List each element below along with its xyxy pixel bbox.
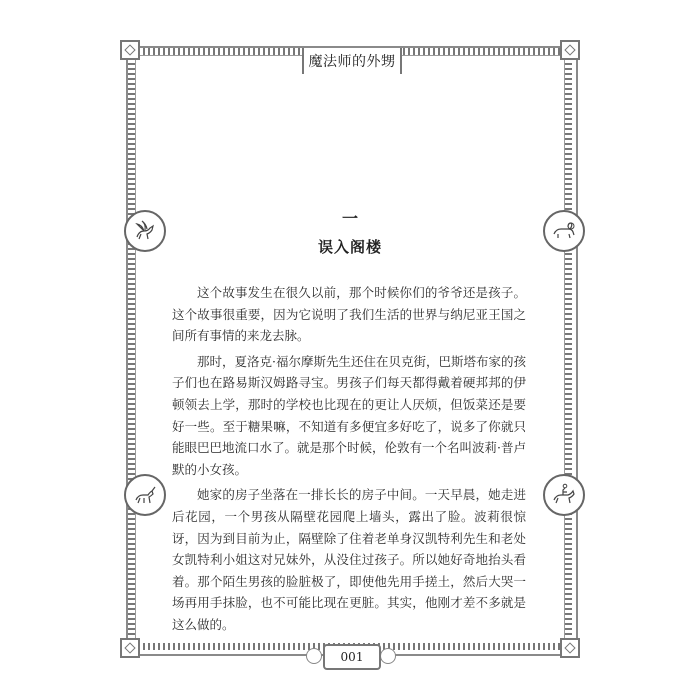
paragraph: 那时，夏洛克·福尔摩斯先生还住在贝克街，巴斯塔布家的孩子们也在路易斯汉姆路寻宝。男孩子们每天都得戴着硬邦邦的伊顿领去上学，那时的学校也比现在的更让人厌烦，但饭菜还是要好一些。至于糖果嘛，不知道有多便宜多好吃了，说多了你就只能眼巴巴地流口水了。就是那个时候，伦敦有一个名叫波莉·普卢默的小女孩。 bbox=[172, 353, 526, 477]
page-number-ornament-left bbox=[306, 648, 322, 664]
chapter-body bbox=[172, 282, 526, 640]
corner-ornament-top-left bbox=[120, 40, 140, 60]
paragraph: 这个故事发生在很久以前，那个时候你们的爷爷还是孩子。这个故事很重要，因为它说明了我们生活的世界与纳尼亚王国之间所有事情的来龙去脉。 bbox=[172, 285, 526, 344]
corner-ornament-bottom-left bbox=[120, 638, 140, 658]
page-number-box bbox=[323, 644, 381, 670]
right-border-rail bbox=[565, 48, 572, 650]
corner-ornament-bottom-right bbox=[560, 638, 580, 658]
paragraph: 她家的房子坐落在一排长长的房子中间。一天早晨，她走进后花园，一个男孩从隔壁花园爬上墙头，露出了脸。波莉很惊讶，因为到目前为止，隔壁除了住着老单身汉凯特利先生和老处女凯特利小姐这对兄妹外，从没住过孩子。所以她好奇地抬头看着。那个陌生男孩的脸脏极了，即使他先用手搓土，然后大哭一场再用手抹脸，也不可能比现在更脏。其实，他刚才差不多就是这么做的。 bbox=[172, 487, 526, 632]
left-border-rail bbox=[128, 48, 135, 650]
chapter-title: 误入阁楼 bbox=[317, 238, 382, 256]
corner-ornament-top-right bbox=[560, 40, 580, 60]
header-title-box bbox=[302, 48, 402, 74]
book-title: 魔法师的外甥 bbox=[308, 54, 396, 70]
unicorn-icon bbox=[124, 474, 166, 516]
page-number: 001 bbox=[340, 650, 364, 664]
chapter-number: 一 bbox=[341, 209, 358, 228]
rider-icon bbox=[543, 474, 585, 516]
page-number-ornament-right bbox=[380, 648, 396, 664]
